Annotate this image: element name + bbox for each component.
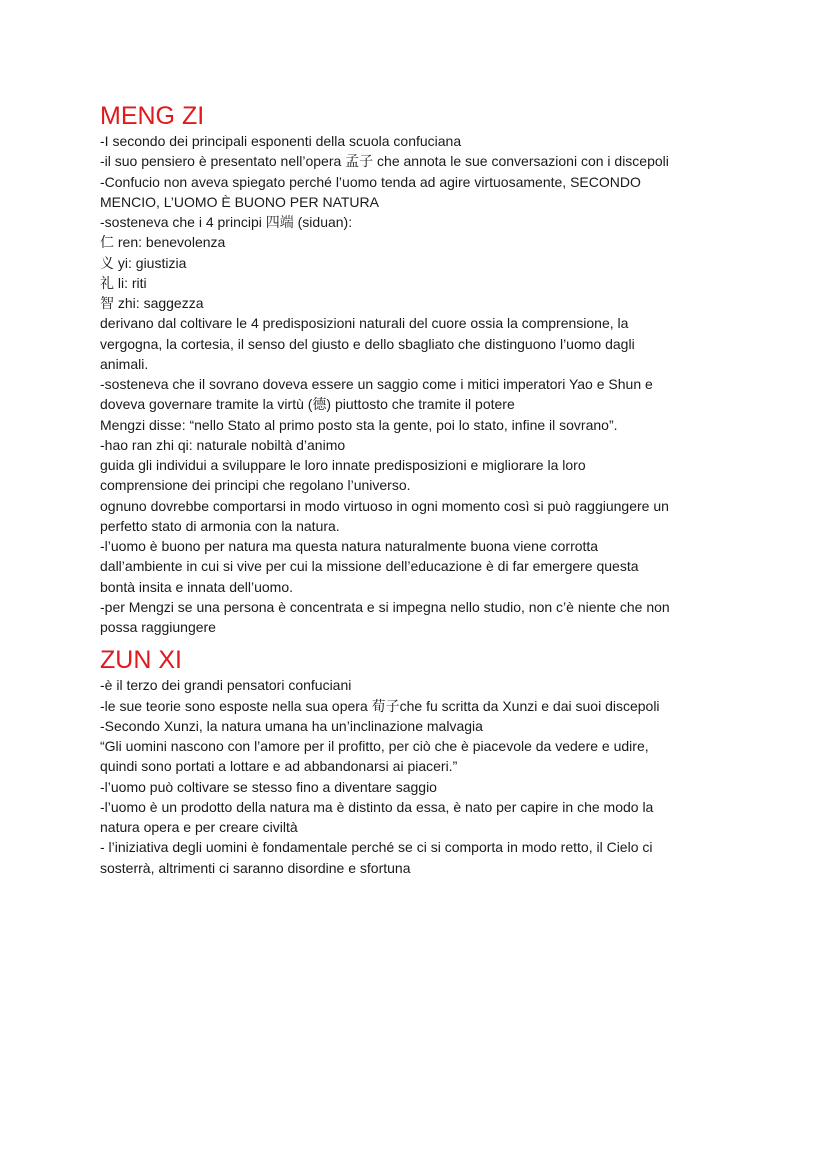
text-line: 智 zhi: saggezza bbox=[100, 295, 204, 311]
text-line: perfetto stato di armonia con la natura. bbox=[100, 517, 340, 534]
text-line: MENCIO, L’UOMO È BUONO PER NATURA bbox=[100, 193, 379, 210]
text-line: -I secondo dei principali esponenti della scuola confuciana bbox=[100, 133, 462, 149]
text-line: Mengzi disse: “nello Stato al primo posto sta la gente, poi lo stato, infine il sovrano”. bbox=[100, 416, 618, 433]
text-line: guida gli individui a sviluppare le loro innate predisposizioni e migliorare la loro bbox=[100, 457, 586, 473]
text-line: -sosteneva che il sovrano doveva essere un saggio come i mitici imperatori Yao e Shun e bbox=[100, 376, 653, 392]
text-line: -per Mengzi se una persona è concentrata e si impegna nello studio, non c’è niente che non bbox=[100, 598, 670, 615]
text-line: -sosteneva che i 4 principi 四端 (siduan): bbox=[100, 214, 353, 230]
text-line: 仁 ren: benevolenza bbox=[100, 234, 226, 251]
section-meng-zi bbox=[100, 101, 740, 637]
text-line: animali. bbox=[100, 355, 149, 372]
section-title-meng-zi: MENG ZI bbox=[100, 102, 205, 130]
text-line: 义 yi: giustizia bbox=[100, 254, 187, 271]
text-line: vergogna, la cortesia, il senso del giusto e dello sbagliato che distinguono l’uomo dagli bbox=[100, 335, 635, 352]
section-title-zun-xi: ZUN XI bbox=[100, 646, 182, 675]
text-line: dall’ambiente in cui si vive per cui la missione dell’educazione è di far emergere questa bbox=[100, 558, 639, 575]
text-line: 礼 li: riti bbox=[100, 274, 147, 291]
text-line: ognuno dovrebbe comportarsi in modo virtuoso in ogni momento così si può raggiungere un bbox=[100, 497, 669, 514]
text-line: -l’uomo è buono per natura ma questa natura naturalmente buona viene corrotta bbox=[100, 538, 599, 554]
text-line: derivano dal coltivare le 4 predisposizioni naturali del cuore ossia la comprensione, la bbox=[100, 315, 629, 332]
text-line: -il suo pensiero è presentato nell’opera 孟子 che annota le sue conversazioni con i discepoli bbox=[100, 153, 669, 170]
text-line: bontà insita e innata dell’uomo. bbox=[100, 578, 294, 595]
text-line: quindi sono portati a lottare e ad abbandonarsi ai piaceri.” bbox=[100, 758, 458, 775]
text-line: possa raggiungere bbox=[100, 619, 216, 635]
text-line: -l’uomo può coltivare se stesso fino a diventare saggio bbox=[100, 778, 437, 795]
text-line: doveva governare tramite la virtù (德) piuttosto che tramite il potere bbox=[100, 396, 515, 413]
text-line: -Secondo Xunzi, la natura umana ha un’inclinazione malvagia bbox=[100, 717, 483, 734]
text-line: natura opera e per creare civiltà bbox=[100, 819, 298, 835]
section-zun-xi bbox=[100, 645, 740, 878]
section-body-zun-xi bbox=[100, 675, 740, 878]
text-line: -Confucio non aveva spiegato perché l’uomo tenda ad agire virtuosamente, SECONDO bbox=[100, 173, 641, 190]
document-content bbox=[100, 101, 740, 878]
section-body-meng-zi bbox=[100, 131, 740, 637]
text-line: comprensione dei principi che regolano l’universo. bbox=[100, 477, 411, 494]
text-line: sosterrà, altrimenti ci saranno disordine e sfortuna bbox=[100, 859, 411, 876]
text-line: “Gli uomini nascono con l’amore per il profitto, per ciò che è piacevole da vedere e udire, bbox=[100, 738, 649, 754]
text-line: - l’iniziativa degli uomini è fondamentale perché se ci si comporta in modo retto, il Cielo ci bbox=[100, 839, 653, 856]
text-line: -hao ran zhi qi: naturale nobiltà d’animo bbox=[100, 436, 346, 453]
text-line: -le sue teorie sono esposte nella sua opera 荀子che fu scritta da Xunzi e dai suoi discepoli bbox=[100, 697, 660, 714]
text-line: -l’uomo è un prodotto della natura ma è distinto da essa, è nato per capire in che modo la bbox=[100, 798, 654, 815]
text-line: -è il terzo dei grandi pensatori confuciani bbox=[100, 677, 352, 694]
